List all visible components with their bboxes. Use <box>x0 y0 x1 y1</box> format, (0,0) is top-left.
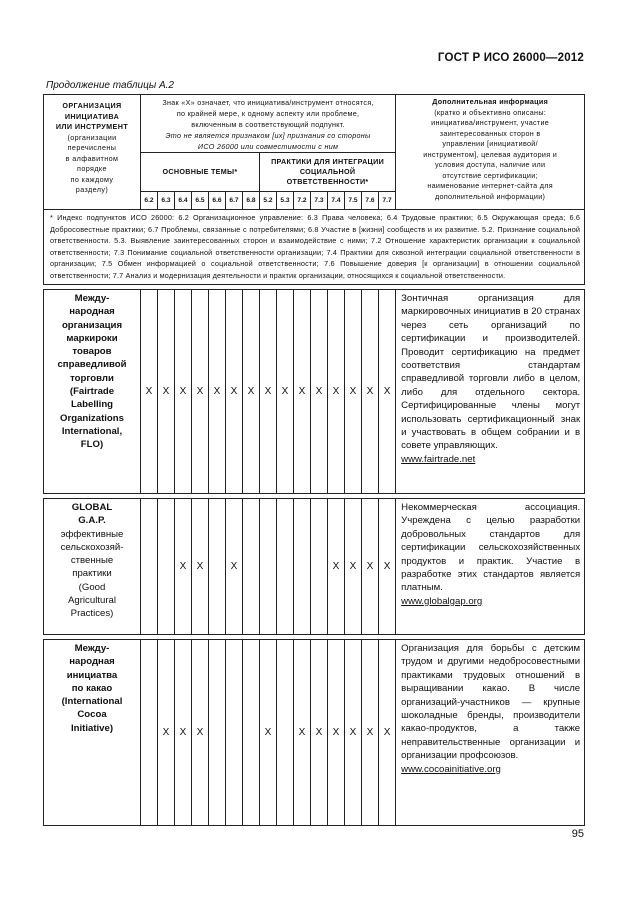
mark-cell <box>209 499 226 635</box>
text-line: G.A.P. <box>78 515 106 527</box>
text-line: по какао <box>71 682 113 694</box>
mark-cell <box>260 499 277 635</box>
table-row <box>44 640 585 826</box>
text-line: ОТВЕТСТВЕННОСТИ* <box>286 177 369 186</box>
mark-cell: X <box>226 499 243 635</box>
mark-cell <box>158 499 175 635</box>
mark-cell: X <box>192 290 209 494</box>
column-number: 6.3 <box>158 192 175 210</box>
text-line: управлении [инициативой/ <box>442 139 538 148</box>
text-line: Между- <box>74 643 110 654</box>
additional-info-title: Дополнительная информация <box>432 97 549 106</box>
text-line: отсутствие сертификации; <box>442 170 538 180</box>
mark-cell: X <box>345 290 362 494</box>
table-continuation-label: Продолжение таблицы А.2 <box>46 80 174 91</box>
mark-cell: X <box>294 640 311 826</box>
text-line: Cocoa <box>77 709 107 721</box>
text-line: дополнительной информации) <box>435 191 546 201</box>
mark-cell: X <box>141 290 158 494</box>
mark-cell <box>243 640 260 826</box>
mark-cell <box>243 499 260 635</box>
mark-cell: X <box>192 499 209 635</box>
mark-cell <box>209 640 226 826</box>
mark-cell: X <box>379 499 396 635</box>
mark-cell: X <box>311 290 328 494</box>
mark-cell <box>277 499 294 635</box>
org-header-line: в алфавитном <box>65 153 119 163</box>
mark-cell: X <box>311 640 328 826</box>
text-line: инициатива/инструмент, участие <box>431 118 550 127</box>
mark-cell <box>277 640 294 826</box>
text-line: Labelling <box>70 399 114 411</box>
mark-cell: X <box>328 499 345 635</box>
column-number: 7.4 <box>328 192 345 210</box>
text-line: Practices) <box>70 608 114 620</box>
mark-cell: X <box>345 640 362 826</box>
core-subjects-header: ОСНОВНЫЕ ТЕМЫ* <box>141 153 260 192</box>
column-number: 6.7 <box>226 192 243 210</box>
mark-cell <box>141 499 158 635</box>
description-text: Организация для борьбы с детским трудом и другими недобросовестными практиками трудовых отношений в выращивании какао. В числе организаций-участников — крупные шоколадные бренды, производители какао-продуктов, а также неправительственные организации и организации профсоюзов. <box>401 643 581 762</box>
mark-cell <box>226 640 243 826</box>
mark-cell: X <box>379 640 396 826</box>
intro-line: по крайней мере, к одному аспекту или проблеме, <box>176 109 360 118</box>
organization-name <box>44 290 141 494</box>
column-number: 6.4 <box>175 192 192 210</box>
organization-name <box>44 640 141 826</box>
text-line: эффективные <box>60 528 124 540</box>
description-text: Некоммерческая ассоциация. Учреждена с целью разработки добровольных стандартов для сертификации сельскохозяйственных продуктов и практик. Участие в разработке этих стандартов является платным. <box>401 502 581 594</box>
text-line: (Good <box>78 581 106 593</box>
column-number: 6.5 <box>192 192 209 210</box>
mark-cell <box>294 499 311 635</box>
website-link[interactable]: www.cocoainitiative.org <box>401 763 501 775</box>
mark-cell: X <box>362 640 379 826</box>
mark-cell: X <box>260 640 277 826</box>
intro-line: Знак «X» означает, что инициатива/инструмент относятся, <box>162 98 374 107</box>
text-line: International, <box>61 425 123 437</box>
column-number: 6.6 <box>209 192 226 210</box>
text-line: организация <box>61 319 123 331</box>
mark-cell: X <box>379 290 396 494</box>
header-row-1 <box>44 95 585 153</box>
website-link[interactable]: www.globalgap.org <box>401 595 483 607</box>
description-text: Зонтичная организация для маркировочных инициатив в 20 странах через сеть организаций по сертификации и производителей. Проводит сертификацию на предмет соответствия стандартам справедливой торговли либо в целом, либо для отдельного сектора. Сертифицированные члены могут использовать сертификационный знак и участвовать в общем собрании и в совете управляющих. <box>401 293 581 452</box>
subclause-index-legend: * Индекс подпунктов ИСО 26000: 6.2 Организационное управление: 6.3 Права человека; 6.4 Трудовые практики; 6.5 Окружающая среда; 6.6 Добросовестные практики; 6.7 Проблемы, связанные с потребителями; 6.8 Участие в [жизни] сообществ и их развитие. 5.2. Признание социальной ответственности. 5.3. Выявление заинтересованных сторон и взаимодействие с ними; 7.2 Отношение характеристик организации к социальной ответственности; 7.3 Понимание социальной ответственности организации; 7.4 Практики для сквозной интеграции социальной ответственности в организации; 7.5 Обмен информацией о социальной ответственности; 7.6 Повышение доверия [к организации] в отношении социальной ответственности; 7.7 Анализ и модернизация деятельности и практик организации, относящихся к социальной ответственности. <box>44 210 585 285</box>
text-line: ПРАКТИКИ ДЛЯ ИНТЕГРАЦИИ <box>271 157 385 166</box>
column-number: 5.3 <box>277 192 294 210</box>
mark-cell: X <box>158 640 175 826</box>
org-header-line: разделу) <box>75 185 109 194</box>
mark-cell: X <box>345 499 362 635</box>
mark-cell <box>141 640 158 826</box>
text-line: инструментом], целевая аудитория и <box>423 149 558 159</box>
text-line: СОЦИАЛЬНОЙ <box>299 167 356 176</box>
intro-line: включенным в соответствующий подпункт. <box>191 120 345 129</box>
column-number: 7.6 <box>362 192 379 210</box>
text-line: торговли <box>70 372 114 384</box>
mark-cell: X <box>328 290 345 494</box>
text-line: справедливой <box>57 359 127 371</box>
org-header-line: по каждому <box>70 174 114 184</box>
text-line: GLOBAL <box>71 502 113 513</box>
org-header-line: ИНИЦИАТИВА <box>64 111 120 121</box>
text-line: (кратко и объективно описаны: <box>434 107 547 117</box>
column-number: 7.2 <box>294 192 311 210</box>
text-line: товаров <box>72 346 112 358</box>
text-line: народная <box>69 656 115 668</box>
org-header-line: ИЛИ ИНСТРУМЕНТ <box>55 122 129 131</box>
organization-description <box>396 640 585 826</box>
mark-cell: X <box>328 640 345 826</box>
text-line: маркироки <box>66 332 118 344</box>
mark-cell: X <box>277 290 294 494</box>
integration-practices-header <box>260 153 396 192</box>
org-column-header <box>44 95 141 210</box>
text-line: народная <box>69 306 115 318</box>
website-link[interactable]: www.fairtrade.net <box>401 453 476 465</box>
mark-cell: X <box>294 290 311 494</box>
text-line: Organizations <box>60 412 124 424</box>
column-number: 5.2 <box>260 192 277 210</box>
column-number: 7.7 <box>379 192 396 210</box>
mark-cell: X <box>243 290 260 494</box>
text-line: инициатва <box>66 669 118 681</box>
mark-cell: X <box>226 290 243 494</box>
mark-cell: X <box>260 290 277 494</box>
initiatives-table <box>43 94 585 826</box>
text-line: (Fairtrade <box>69 386 115 398</box>
x-mark-explanation <box>141 95 396 153</box>
org-header-line: ОРГАНИЗАЦИЯ <box>62 101 122 110</box>
table-row <box>44 290 585 494</box>
mark-cell: X <box>175 640 192 826</box>
mark-cell: X <box>209 290 226 494</box>
intro-line: ИСО 26000 или совместимости с ним <box>197 142 339 151</box>
mark-cell: X <box>362 290 379 494</box>
intro-line: Это не является признаком [их] признания со стороны <box>165 131 371 140</box>
mark-cell: X <box>175 499 192 635</box>
text-line: заинтересованных сторон в <box>439 128 541 138</box>
text-line: практики <box>72 568 112 580</box>
organization-description <box>396 499 585 635</box>
text-line: ственные <box>70 555 114 567</box>
text-line: условия доступа, наличие или <box>434 160 546 169</box>
mark-cell: X <box>192 640 209 826</box>
org-header-line: (организации <box>67 132 117 142</box>
text-line: наименование интернет-сайта для <box>427 181 553 190</box>
mark-cell: X <box>158 290 175 494</box>
legend-row <box>44 210 585 285</box>
text-line: Между- <box>74 293 110 304</box>
organization-description <box>396 290 585 494</box>
standard-header: ГОСТ Р ИСО 26000—2012 <box>437 52 584 64</box>
table-row <box>44 499 585 635</box>
column-number: 6.8 <box>243 192 260 210</box>
additional-info-header <box>396 95 585 210</box>
text-line: Agricultural <box>68 595 116 607</box>
text-line: сельскохозяй- <box>60 541 124 553</box>
mark-cell: X <box>175 290 192 494</box>
text-line: FLO) <box>80 439 104 451</box>
text-line: Initiative) <box>70 722 114 734</box>
column-number: 7.5 <box>345 192 362 210</box>
org-header-line: порядке <box>77 164 107 173</box>
page-number: 95 <box>571 828 584 840</box>
mark-cell: X <box>362 499 379 635</box>
organization-name <box>44 499 141 635</box>
text-line: (International <box>61 696 123 708</box>
org-header-line: перечислены <box>67 143 117 152</box>
column-number: 7.3 <box>311 192 328 210</box>
column-number: 6.2 <box>141 192 158 210</box>
mark-cell <box>311 499 328 635</box>
